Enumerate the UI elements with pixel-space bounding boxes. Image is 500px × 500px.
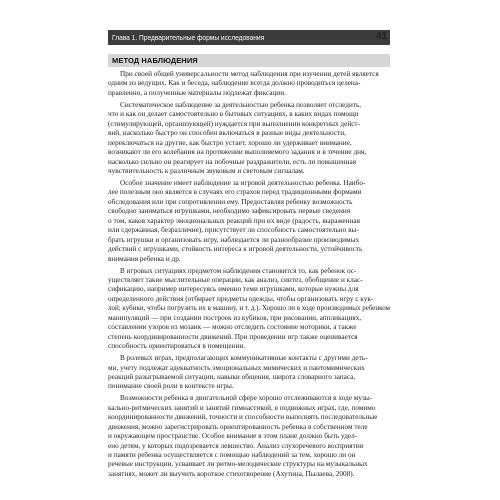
page-number: 41 [376,31,388,42]
text-line: понимание своей роли в контексте игры. [108,382,234,391]
text-line: о том, каков характер эмоциональных реакций при их виде (радость, выраженная [108,216,360,225]
text-line: движения, можно зарегистрировать ориентированность ребенка в собственном теле [108,422,368,431]
text-line: (стимулирующей, организующей) нуждается при выполнении конкретных дейст- [108,119,361,128]
section-title: МЕТОД НАБЛЮДЕНИЯ [112,56,198,65]
paragraph [108,101,390,177]
text-line: кально-ритмических занятий и занятий гимнастикой, в подвижных играх, где, помимо [108,403,376,412]
text-line: манипуляций — при создании построек из кубиков, при рисовании, аппликациях, [108,313,362,322]
paragraph [108,394,390,479]
text-line: что и как он делает самостоятельно в бытовых ситуациях, в каких видах помощи [108,110,359,119]
text-line: Систематическое наблюдение за деятельностью ребенка позволяет отследить, [120,100,362,109]
text-line: действий с игрушками, стойкость интереса к игровой деятельности, устойчивость [108,245,363,254]
text-line: ено детям, у которых подозревается левшество. Анализ слухоречевого восприятия [108,441,364,450]
text-line: занятиях, может ли выучить короткое стихотворение (Ахутина, Пылаева, 2008). [108,469,355,478]
text-line: переключаться на другие, как быстро устает, хорошо ли удерживает внимание, [108,138,352,147]
running-header [108,30,390,45]
text-line: ми, учету подлежат адекватность эмоциональных мимических и пантомимических [108,363,365,372]
text-line: определенного действия (отбирает предметы одежды, чтобы организовать игру с кук- [108,294,374,303]
text-line: чувствительность к различным звуковым и световым сигналам. [108,166,305,175]
paragraph [108,70,390,98]
text-line: и окружающем пространстве. Особое внимание в этом плане должно быть удел- [108,432,358,441]
text-line: внимания ребенка и др. [108,254,181,263]
text-line: уществляет такие мыслительные операции, как анализ, синтез, обобщение и клас- [108,275,363,284]
text-line: реакций разыгрываемой ситуации, навыки общения, широта словарного запаса, [108,372,356,381]
section-heading-box [108,54,390,67]
text-line: свободно заниматься игрушками, необходимо зафиксировать первые сведения [108,207,351,216]
text-line: речевые инструкции, усваивает ли ритмо-мелодические структуры на музыкальных [108,460,368,469]
text-line: возникают ли его колебания на протяжении выполняемого задания и в течение дня, [108,148,367,157]
text-line: Возможности ребенка в двигательной сфере хорошо отслеживаются в ходе музы- [120,394,373,403]
text-line: брать игрушки и организовать игру, наблюдается ли разнообразие производимых [108,235,360,244]
text-line: или сдержанная, безразличие), присутствует ли способность самостоятельно вы- [108,226,359,235]
text-line: В игровых ситуациях предметом наблюдения становится то, как ребенок ос- [120,266,357,275]
chapter-title: Глава 1. Предварительные формы исследования [112,33,265,42]
text-line: координированности движений, точности и способности выполнять последовательные [108,413,378,422]
paragraph [108,179,390,264]
text-line: лее полезным оно является в случаях его страхов перед традиционными формами [108,188,362,197]
text-line: вий, насколько быстро он способен включаться в разные виды деятельности, [108,129,346,138]
text-line: одним из ведущих. Как и беседа, наблюдение всегда должно проводиться целена- [108,79,361,88]
text-line: лой; кубики, чтобы погрузить их в машину, и т. д.). Хорошо ли в ходе производимых ребенком [108,304,390,313]
text-line: правленно, а полученные материалы подлежат фиксации. [108,88,286,97]
paragraph [108,267,390,352]
paragraph [108,354,390,392]
text-line: и памяти ребенка осуществляется с помощью наблюдений за тем, хорошо ли он [108,451,356,460]
text-line: степень координированности движений. При проведении игр также оценивается [108,332,358,341]
text-line: насколько сильно он реагирует на побочные раздражители, есть ли повышенная [108,157,357,166]
text-line: Особое значение имеет наблюдение за игровой деятельностью ребенка. Наибо- [120,179,366,187]
text-line: составлении узоров из мозаик — можно отследить состояние моторики, а также [108,323,357,332]
text-line: сификацию, например интересуясь именно теми игрушками, которые нужны для [108,285,359,294]
text-line: В ролевых играх, предполагающих коммуникативные контакты с другими деть- [120,354,368,363]
text-line: При своей общей универсальности метод наблюдения при изучении детей является [120,70,379,78]
text-line: обследования или при сопротивлении ему. Предоставляя ребенку возможность [108,197,353,206]
text-line: способность ориентироваться в помещении. [108,342,246,351]
body-text [108,70,390,479]
